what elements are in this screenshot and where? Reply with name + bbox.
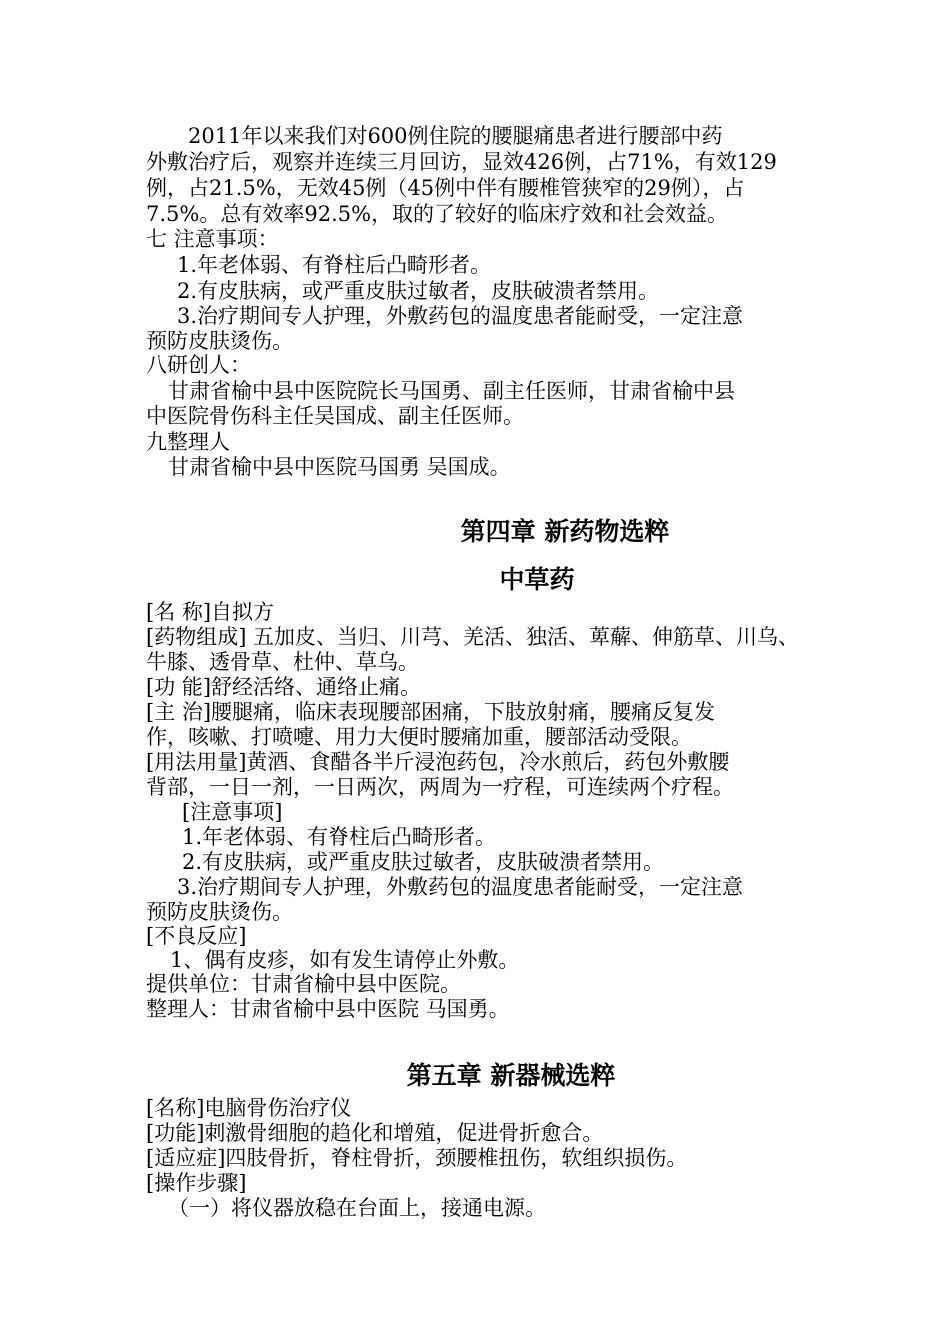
ch4-line-adverse-1: 1、偶有皮疹，如有发生请停止外敷。 (170, 948, 520, 972)
intro-line-2: 外敷治疗后，观察并连续三月回访，显效426例，占71%，有效129 (146, 150, 777, 174)
section9-line: 甘肃省榆中县中医院马国勇 吴国成。 (168, 455, 511, 479)
ch4-line-precautions-heading: [注意事项] (182, 800, 283, 824)
section8-line-1: 甘肃省榆中县中医院院长马国勇、副主任医师，甘肃省榆中县 (168, 379, 735, 403)
ch4-line-composition: [药物组成] 五加皮、当归、川芎、羌活、独活、萆薢、伸筋草、川乌、 (146, 625, 800, 649)
chapter4-subtitle: 中草药 (499, 565, 575, 594)
chapter4-title: 第四章 新药物选粹 (460, 517, 670, 546)
ch4-line-precaution-2: 2.有皮肤病，或严重皮肤过敏者，皮肤破溃者禁用。 (182, 850, 665, 874)
chapter5-title: 第五章 新器械选粹 (406, 1061, 616, 1090)
intro-line-4: 7.5%。总有效率92.5%，取的了较好的临床疗效和社会效益。 (146, 202, 729, 226)
section7-item-1: 1.年老体弱、有脊柱后凸畸形者。 (177, 253, 492, 277)
ch4-line-indication-cont: 作，咳嗽、打喷嚏、用力大便时腰痛加重，腰部活动受限。 (146, 725, 692, 749)
ch4-line-precaution-3-cont: 预防皮肤烫伤。 (146, 900, 293, 924)
section7-item-3-cont: 预防皮肤烫伤。 (146, 329, 293, 353)
ch5-line-steps-heading: [操作步骤] (146, 1171, 247, 1195)
ch4-line-precaution-1: 1.年老体弱、有脊柱后凸畸形者。 (182, 825, 497, 849)
intro-line-3: 例，占21.5%，无效45例（45例中伴有腰椎管狭窄的29例），占 (146, 176, 745, 200)
ch4-line-name: [名 称]自拟方 (146, 600, 275, 624)
intro-line-1: 2011年以来我们对600例住院的腰腿痛患者进行腰部中药 (188, 124, 723, 148)
ch4-line-function: [功 能]舒经活络、通络止痛。 (146, 675, 422, 699)
ch5-line-function: [功能]刺激骨细胞的趋化和增殖，促进骨折愈合。 (146, 1121, 604, 1145)
section7-item-3: 3.治疗期间专人护理，外敷药包的温度患者能耐受，一定注意 (177, 304, 744, 328)
section8-line-2: 中医院骨伤科主任吴国成、副主任医师。 (146, 404, 524, 428)
section8-heading: 八研创人： (146, 353, 251, 377)
ch5-line-indication: [适应症]四肢骨折，脊柱骨折，颈腰椎扭伤，软组织损伤。 (146, 1146, 688, 1170)
section9-heading: 九整理人 (146, 430, 230, 454)
ch4-line-provider: 提供单位：甘肃省榆中县中医院。 (146, 972, 461, 996)
ch4-line-usage-cont: 背部，一日一剂，一日两次，两周为一疗程，可连续两个疗程。 (146, 775, 734, 799)
ch5-line-name: [名称]电脑骨伤治疗仪 (146, 1096, 352, 1120)
ch4-line-usage: [用法用量]黄酒、食醋各半斤浸泡药包，冷水煎后，药包外敷腰 (146, 750, 730, 774)
ch4-line-precaution-3: 3.治疗期间专人护理，外敷药包的温度患者能耐受，一定注意 (177, 875, 744, 899)
ch4-line-composition-cont: 牛膝、透骨草、杜仲、草乌。 (146, 650, 419, 674)
ch5-line-step-1: （一）将仪器放稳在台面上，接通电源。 (168, 1196, 546, 1220)
ch4-line-compiler: 整理人：甘肃省榆中县中医院 马国勇。 (146, 997, 510, 1021)
ch4-line-adverse-heading: [不良反应] (146, 924, 247, 948)
section7-item-2: 2.有皮肤病，或严重皮肤过敏者，皮肤破溃者禁用。 (177, 279, 660, 303)
section7-heading: 七 注意事项： (146, 227, 279, 251)
ch4-line-indication: [主 治]腰腿痛，临床表现腰部困痛，下肢放射痛，腰痛反复发 (146, 700, 716, 724)
